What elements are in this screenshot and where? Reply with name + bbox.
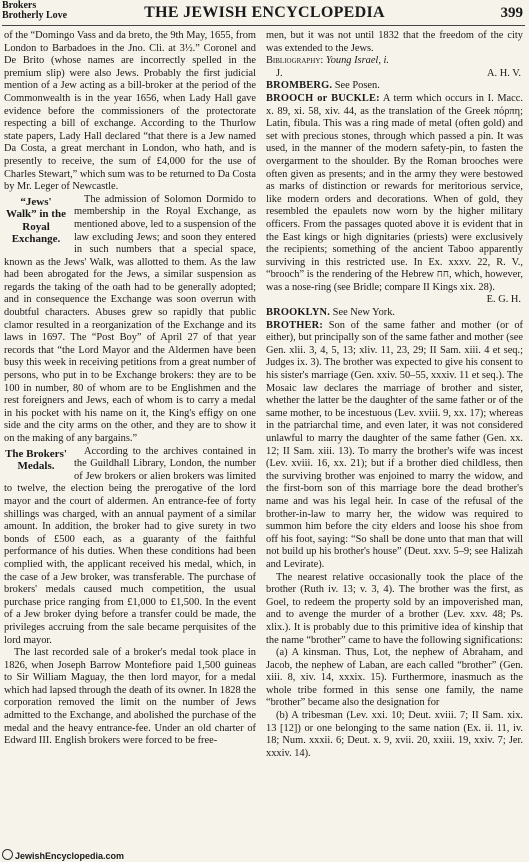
- signature-right: A. H. V.: [487, 67, 521, 79]
- entry-headword: BROOCH or BUCKLE:: [266, 92, 380, 104]
- paragraph-text: The admission of Solomon Dormido to membership in the Royal Exchange, as mentioned above, led to a suspension of the law excluding Jews; and soon they entered in such numbers that a special space, known as the Jews' Walk, was allotted to them. As the law had been abrogated for the Jews, a similar suspension as regards the taking of the oath had to be generally adopted; and in consequence the Exchange was soon overrun with doubtful characters. Abuses grew so rapidly that public clamor resulted in a reorganization of the Exchange and its laws in 1697. The “Post Boy” of April 27 of that year records that “the Lord Mayor and the Aldermen have been busy this week in receiving petitions from a great number of persons, who put in to be Exchange brokers: they are to be 100 in number, 80 of whom are to be Englishmen and the rest foreigners and Jews, each of whom is to carry a medal in his pocket with his name on it, the King's effigy on one side and the city arms on the other, and they are to show it on the making of any bargains.”: [4, 193, 256, 444]
- sidenote-jews-walk: “Jews' Walk” in the Royal Exchange.: [6, 195, 66, 246]
- paragraph: (a) A kinsman. Thus, Lot, the nephew of Abraham, and Jacob, the nephew of Laban, are each called “brother” (Gen. xiii. 8, xiv. 14, xxxix. 15). Furthermore, inasmuch as the whole tribe formed in this sense one family, the name “brother” became also the designation for: [266, 647, 523, 709]
- entry-brother: [266, 320, 523, 572]
- signature: [266, 294, 523, 307]
- paragraph-text: According to the archives contained in the Guildhall Library, London, the number of Jew brokers or alien brokers was limited to twelve, the election being the prerogative of the lord mayor and the court of aldermen. An entrance-fee of forty shillings was charged, with an annual payment of a similar amount. In addition, the broker had to give surety in two bonds of £500 each, as a guaranty of the faithful performance of his duties. When these conditions had been complied with, the applicant received his medal, which, in the case of a Jew broker, was transferable. The purchase of brokers' medals caused much competition, the usual purchase price ranging from £1,000 to £1,500. In the event of a Jew broker dying before a transfer could be made, the privileges accruing from the sale became perquisites of the lord mayor.: [4, 445, 256, 646]
- entry-brooklyn: [266, 307, 523, 320]
- entry-brooch: [266, 93, 523, 295]
- paragraph: (b) A tribesman (Lev. xxi. 10; Deut. xviii. 7; II Sam. xix. 13 [12]) or one belonging to the same nation (Ex. ii. 11, iv. 18; Num. xxxii. 6; Deut. x. 9, xvii. 20, xxiii. 19, xxiv. 7; Jer. xxxiv. 14).: [266, 710, 523, 759]
- entry-text: See Posen.: [334, 80, 380, 92]
- entry-text: Son of the same father and mother (or of either), but principally son of the same father and mother (see Gen. xlii. 3, 4, 5, 13; xliv. 11, 23, 29; II Sam. xiii. 4 et seq.; Judges ix. 3). The brother was expected to give his consent to his sister's marriage (Gen. xxiv. 50–55, xxxiv. 11 et seq.). The Mosaic law declares the marriage of brother and sister, whether the latter be the daughter of the same father or of the same mother, to be incestuous (Lev. xviii. 9, xx. 17); whereas in the patriarchal time, and even later, it was not considered unlawful to marry the daughter of the same father (Gen. xx. 12; II Sam. xiii. 13). To marry the brother's wife was incest (Lev. xviii. 16, xx. 21); but if a brother died childless, then the surviving brother was enjoined to marry the widow, and the first-born son of this marriage bore the dead brother's name and was his legal heir. In case of the refusal of the brother-in-law to marry her, the widow was required to summon him before the city elders and loose his shoe from off his foot, saying: “So shall be done unto that man that will not build up his brother's house” (Deut. xxv. 5–9; see Halizah and Levirate).: [266, 319, 523, 570]
- entry-headword: BROMBERG.: [266, 80, 333, 92]
- page-title: THE JEWISH ENCYCLOPEDIA: [144, 4, 385, 21]
- page-number: 399: [500, 5, 523, 21]
- left-column: [4, 30, 256, 748]
- bibliography: [266, 55, 523, 68]
- page-header: [0, 0, 529, 26]
- entry-headword: BROTHER:: [266, 319, 324, 331]
- signature-left: J.: [276, 67, 283, 79]
- entry-headword: BROOKLYN.: [266, 307, 331, 319]
- paragraph: The last recorded sale of a broker's medal took place in 1826, when Joseph Barrow Montefiore paid 1,500 guineas to Sir William Maguay, the then lord mayor, for a medal which had lapsed through the death of its owner. In 1828 the corporation removed the limit on the number of Jews admitted to the Exchange, and abolished the purchase of the medal and the heavy entrance-fee. Under an old charter of Edward III. English brokers were forced to be free-: [4, 647, 256, 747]
- paragraph: [4, 194, 256, 446]
- paragraph: of the “Domingo Vass and da breto, the 9th May, 1655, from London to Barbadoes in the Jno. Cli. at 3½.” Coronel and De Brito (whose names are incorrectly spelled in the premium slip) were also Jews. Probably the first judicial mention of a Jew acting as a bill-broker at the period of the Commonwealth is in the year 1656, when Lady Hall gave evidence before the commissioners of the protectorate respecting a bill of exchange. According to the Thurlow state papers, Lady Hall declared “that there is a Jew named Da Costa, a great merchant in London, who hath, and is presently to receive, the sum of £4,000 for the use of Charles Stewart,” which sum was to be returned to Da Costa by Mr. Leger of Newcastle.: [4, 30, 256, 193]
- signature-right: E. G. H.: [486, 294, 521, 306]
- running-title-line-1: Brokers: [2, 0, 37, 11]
- entry-text: See New York.: [332, 307, 396, 319]
- signature: [266, 68, 523, 81]
- entry-bromberg: [266, 80, 523, 93]
- bibliography-text: Young Israel, i.: [325, 55, 389, 67]
- bibliography-label: Bibliography:: [266, 55, 324, 67]
- copyright-icon: [2, 849, 13, 860]
- footer-text: JewishEncyclopedia.com: [15, 851, 125, 861]
- running-title-line-2: Brotherly Love: [2, 10, 68, 21]
- right-column: [266, 30, 523, 760]
- paragraph: men, but it was not until 1832 that the freedom of the city was extended to the Jews.: [266, 30, 523, 54]
- paragraph: [4, 446, 256, 648]
- site-footer[interactable]: [2, 849, 124, 861]
- paragraph: The nearest relative occasionally took the place of the brother (Ruth iv. 13; v. 3, 4). The brother was the first, as Goel, to redeem the property sold by an impoverished man, and to avenge the murder of a brother (Lev. xxv. 48; Ps. xlix.). It is probably due to this primitive idea of kinship that the name “brother” came to have the following significations:: [266, 571, 523, 646]
- header-rule: [2, 25, 525, 26]
- entry-text: A term which occurs in I. Macc. x. 89, xi. 58, xiv. 44, as the translation of the Greek πόρπη; Latin, fibula. This was a ring made of metal (often gold) and set with precious stones, through which passed a pin. It was used, in the manner of the modern safety-pin, to fasten the overgarment to the shoulder. By the Roman brooches were often given as presents; and in the army they were bestowed as marks of distinction or rewards for meritorious service, like modern orders and decorations. When of gold, they resembled the epaulets now worn by the higher military officers. From the passages quoted above it is evident that in the East kings or high dignitaries (priests) were exclusively the recipients; something of the ancient Taboo apparently surviving in this restricted use. In Ex. xxxv. 22, R. V., “brooch” is the rendering of the Hebrew חח, which, however, was a nose-ring (see Bridle; compare II Kings xix. 28).: [266, 92, 523, 293]
- sidenote-brokers-medals: The Brokers' Medals.: [5, 447, 67, 473]
